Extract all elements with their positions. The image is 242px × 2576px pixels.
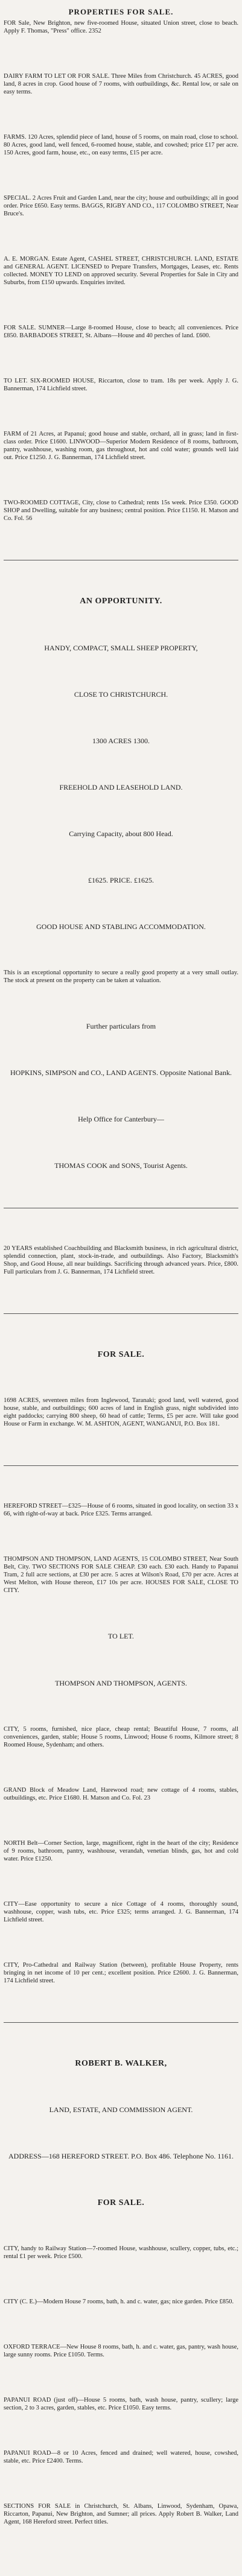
column-header: PROPERTIES FOR SALE. [68,7,174,16]
advert-heading: FOR SALE. [97,2198,145,2207]
advert-centered-line: HOPKINS, SIMPSON and CO., LAND AGENTS. Opposite National Bank. [10,1068,232,1077]
advert-centered-line: Further particulars from [86,1021,156,1030]
advert-paragraph: PAPANUI ROAD (just off)—House 5 rooms, bath, wash house, pantry, scullery; large section, 2 to 3 acres, garden, stables, etc. Price £1050. Easy terms. [4,2397,238,2412]
advert-paragraph: TWO-ROOMED COTTAGE, City, close to Cathedral; rents 15s week. Price £350. GOOD SHOP and Dwelling, suitable for any business; central position. Price £1150. H. Matson and Co. Fol. 56 [4,500,238,522]
advert-centered-line: CLOSE TO CHRISTCHURCH. [74,690,168,699]
rule-divider [4,1313,238,1314]
advert-paragraph: FARM of 21 Acres, at Papanui; good house and stable, orchard, all in grass; land in first-class order. Price £1600. LINWOOD—Superior Modern Residence of 8 rooms, bathroom, pantry, washhouse, washing room, gas throughout, hot and cold water; grounds well laid out. Price £1250. J. G. Bannerman, 174 Lichfield street. [4,431,238,462]
advert-centered-line: THOMPSON AND THOMPSON, AGENTS. [55,1678,187,1687]
advert-heading: FOR SALE. [97,1350,145,1360]
advert-paragraph: 20 YEARS established Coachbuilding and Blacksmith business, in rich agricultural district, splendid connection, plant, stock-in-trade, and outbuildings. Also Factory, Blacksmith's Shop, and Good House, all near buildings. Sacrificing through advanced years. Price, £800. Full particulars from J. G. Bannerman, 174 Lichfield street. [4,1245,238,1276]
advert-paragraph: FOR SALE. SUMNER—Large 8-roomed House, close to beach; all conveniences. Price £850. BARBADOES STREET, St. Albans—House and 40 perches of land. £600. [4,325,238,340]
advert-heading: ROBERT B. WALKER, [75,2058,167,2068]
advert-paragraph: TO LET. SIX-ROOMED HOUSE, Riccarton, close to tram. 18s per week. Apply J. G. Bannerman, 174 Lichfield street. [4,378,238,393]
advert-centered-line: GOOD HOUSE AND STABLING ACCOMMODATION. [36,922,206,931]
advert-centered-line: TO LET. [108,1632,134,1641]
rule-divider [4,2022,238,2023]
advert-paragraph: GRAND Block of Meadow Land, Harewood road; new cottage of 4 rooms, stables, outbuildings, etc. Price £1680. H. Matson and Co. Fol. 23 [4,1786,238,1801]
advert-paragraph: SECTIONS FOR SALE in Christchurch, St. Albans, Linwood, Sydenham, Opawa, Riccarton, Papanui, New Brighton, and Sumner; all prices. Apply Robert B. Walker, Land Agent, 168 Hereford street. Perfect titles. [4,2503,238,2526]
advert-list [4,19,238,2526]
advert-centered-line: FREEHOLD AND LEASEHOLD LAND. [59,782,183,792]
advert-paragraph: HEREFORD STREET—£325—House of 6 rooms, situated in good locality, on section 33 x 66, with right-of-way at back. Price £325. Terms arranged. [4,1503,238,1518]
advert-centered-line: £1625. PRICE. £1625. [88,875,154,884]
advert-centered-line: ADDRESS—168 HEREFORD STREET. P.O. Box 486. Telephone No. 1161. [8,2151,234,2160]
advert-paragraph: NORTH Belt—Corner Section, large, magnificent, right in the heart of the city; Residence of 9 rooms, bathroom, pantry, washhouse, verandah, venetian blinds, gas, hot and cold water. Price £1250. [4,1839,238,1862]
advert-paragraph: THOMPSON AND THOMPSON, LAND AGENTS, 15 COLOMBO STREET, Near South Belt, City. TWO SECTIONS FOR SALE CHEAP. £30 each. £30 each. Handy to Papanui Tram, 2 full acre sections, at £30 per acre. 5 acres at Wilson's Road, £70 per acre. Acres at West Melton, with House thereon, £17 10s per acre. HOUSES FOR SALE, CLOSE TO CITY. [4,1556,238,1594]
advert-centered-line: THOMAS COOK and SONS, Tourist Agents. [54,1161,188,1170]
advert-centered-line: Carrying Capacity, about 800 Head. [69,829,173,838]
advert-paragraph: SPECIAL. 2 Acres Fruit and Garden Land, near the city; house and outbuildings; all in good order. Price £650. Easy terms. BAGGS, RIGBY AND CO., 117 COLOMBO STREET, Near Bruce's. [4,195,238,218]
advert-paragraph: FARMS. 120 Acres, splendid piece of land, house of 5 rooms, on main road, close to school. 80 Acres, good land, well fenced, 6-roomed house, stable, and cowshed; price £17 per acre. 150 Acres, good farm, house, etc., on easy terms, £15 per acre. [4,134,238,157]
advert-paragraph: PAPANUI ROAD—8 or 10 Acres, fenced and drained; well watered, house, cowshed, stable, etc. Price £2400. Terms. [4,2450,238,2465]
advert-paragraph: CITY (C. E.)—Modern House 7 rooms, bath, h. and c. water, gas; nice garden. Price £850. [4,2298,234,2306]
classified-column [4,0,238,2563]
advert-paragraph: CITY, Pro-Cathedral and Railway Station (between), profitable House Property, rents bringing in net income of 10 per cent.; excellent position. Price £2600. J. G. Bannerman, 174 Lichfield street. [4,1961,238,1984]
rule-divider [4,1465,238,1466]
advert-paragraph: A. E. MORGAN. Estate Agent, CASHEL STREET, CHRISTCHURCH. LAND, ESTATE and GENERAL AGENT. LICENSED to Prepare Transfers, Mortgages, Leases, etc. Rents collected. MONEY TO LEND on approved security. Several Properties for Sale in City and Suburbs, from £150 upwards. Enquiries invited. [4,256,238,287]
advert-centered-line: 1300 ACRES 1300. [92,736,150,745]
advert-paragraph: This is an exceptional opportunity to secure a really good property at a very small outlay. The stock at present on the property can be taken at valuation. [4,969,238,984]
advert-paragraph: FOR Sale, New Brighton, new five-roomed House, situated Union street, close to beach. Apply F. Thomas, "Press" office. 2352 [4,20,238,34]
advert-heading: AN OPPORTUNITY. [80,597,162,606]
advert-paragraph: CITY—Ease opportunity to secure a nice Cottage of 4 rooms, thoroughly sound, washhouse, copper, wash tubs, etc. Price £325; terms arranged. J. G. Bannerman, 174 Lichfield street. [4,1900,238,1923]
advert-centered-line: HANDY, COMPACT, SMALL SHEEP PROPERTY, [44,643,198,652]
advert-centered-line: LAND, ESTATE, AND COMMISSION AGENT. [49,2105,193,2114]
advert-paragraph: CITY, handy to Railway Station—7-roomed House, washhouse, scullery, copper, tubs, etc.; rental £1 per week. Price £500. [4,2245,238,2260]
advert-paragraph: DAIRY FARM TO LET OR FOR SALE. Three Miles from Christchurch. 45 ACRES, good land, 8 acres in crop. Good house of 7 rooms, with outbuildings, &c. Rental low, or sale on easy terms. [4,73,238,96]
advert-paragraph: 1698 ACRES, seventeen miles from Inglewood, Taranaki; good land, well watered, good house, stable, and outbuildings; 600 acres of land in English grass, night subdivided into eight paddocks; carrying 800 sheep, 60 head of cattle; Terms, £5 per acre. Will take good House or Farm in exchange. W. M. ASHTON, AGENT, WANGANUI, P.O. Box 181. [4,1397,238,1428]
advert-paragraph: CITY, 5 rooms, furnished, nice place, cheap rental; Beautiful House, 7 rooms, all conveniences, garden, stable; House 5 rooms, Linwood; House 6 rooms, Kilmore street; 8 Roomed House, Sydenham; and others. [4,1725,238,1748]
advert-centered-line: Help Office for Canterbury— [78,1114,164,1123]
advert-paragraph: OXFORD TERRACE—New House 8 rooms, bath, h. and c. water, gas, pantry, wash house, large sunny rooms. Price £1050. Terms. [4,2344,238,2359]
